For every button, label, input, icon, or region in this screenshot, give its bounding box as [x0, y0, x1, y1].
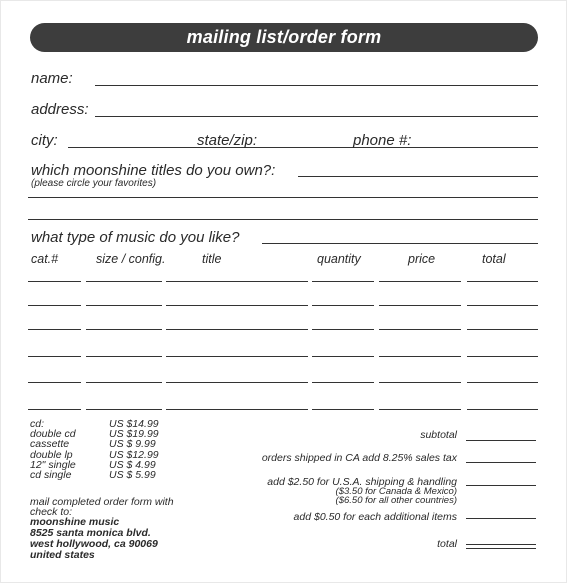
form-header: [30, 23, 538, 52]
order-row-6-total-field[interactable]: [467, 409, 538, 410]
order-row-5-quantity-field[interactable]: [312, 382, 374, 383]
order-row-3-size-field[interactable]: [86, 329, 162, 330]
shipping-label: add $2.50 for U.S.A. shipping & handling: [267, 476, 457, 488]
order-row-5-total-field[interactable]: [467, 382, 538, 383]
order-row-5-price-field[interactable]: [379, 382, 461, 383]
order-row-5-cat-field[interactable]: [28, 382, 81, 383]
order-row-4-size-field[interactable]: [86, 356, 162, 357]
order-row-2-total-field[interactable]: [467, 305, 538, 306]
titles-line-3[interactable]: [28, 219, 538, 220]
price-value: US $ 4.99: [109, 458, 156, 471]
order-row-1-total-field[interactable]: [467, 281, 538, 282]
total-field[interactable]: [466, 544, 536, 549]
order-row-6-quantity-field[interactable]: [312, 409, 374, 410]
order-row-6-price-field[interactable]: [379, 409, 461, 410]
order-row-1-size-field[interactable]: [86, 281, 162, 282]
total-label: total: [437, 538, 457, 550]
order-row-3-cat-field[interactable]: [28, 329, 81, 330]
music-type-label: what type of music do you like?: [31, 229, 240, 246]
order-row-3-total-field[interactable]: [467, 329, 538, 330]
additional-label: add $0.50 for each additional items: [293, 511, 457, 523]
order-row-1-title-field[interactable]: [166, 281, 308, 282]
mail-instruction: mail completed order form with: [30, 496, 174, 508]
order-row-5-size-field[interactable]: [86, 382, 162, 383]
mail-instruction-2: check to:: [30, 506, 73, 518]
header-cat: cat.#: [31, 252, 59, 266]
price-value: US $ 5.99: [109, 469, 156, 481]
city-state-phone-line[interactable]: [68, 147, 538, 148]
name-field[interactable]: [95, 85, 538, 86]
order-row-5-title-field[interactable]: [166, 382, 308, 383]
music-type-field[interactable]: [262, 243, 538, 244]
order-row-2-cat-field[interactable]: [28, 305, 81, 306]
address-field[interactable]: [95, 116, 538, 117]
order-row-6-title-field[interactable]: [166, 409, 308, 410]
mail-company: moonshine music: [30, 516, 120, 528]
price-format: cd:: [30, 418, 45, 430]
tax-label: orders shipped in CA add 8.25% sales tax: [261, 452, 457, 464]
order-row-2-price-field[interactable]: [379, 305, 461, 306]
order-row-4-title-field[interactable]: [166, 356, 308, 357]
order-row-3-quantity-field[interactable]: [312, 329, 374, 330]
mail-city: west hollywood, ca 90069: [30, 538, 158, 550]
subtotal-label: subtotal: [420, 429, 457, 441]
price-value: US $12.99: [109, 448, 159, 461]
price-value: US $19.99: [109, 428, 159, 441]
price-value: US $14.99: [109, 418, 159, 430]
shipping-other: ($6.50 for all other countries): [335, 495, 457, 506]
state-zip-label: state/zip:: [197, 132, 258, 149]
order-row-4-total-field[interactable]: [467, 356, 538, 357]
price-format: cassette: [30, 438, 70, 451]
shipping-field[interactable]: [466, 485, 536, 486]
mail-street: 8525 santa monica blvd.: [30, 527, 151, 539]
tax-field[interactable]: [466, 462, 536, 463]
order-row-2-title-field[interactable]: [166, 305, 308, 306]
order-row-2-size-field[interactable]: [86, 305, 162, 306]
price-format: double lp: [30, 448, 73, 461]
price-format: 12" single: [30, 458, 76, 471]
titles-hint: (please circle your favorites): [31, 178, 157, 189]
order-row-1-price-field[interactable]: [379, 281, 461, 282]
phone-label: phone #:: [353, 132, 412, 149]
order-row-6-size-field[interactable]: [86, 409, 162, 410]
address-label: address:: [31, 101, 89, 118]
subtotal-field[interactable]: [466, 440, 536, 441]
price-format: cd single: [30, 469, 72, 481]
header-title: title: [202, 252, 222, 266]
titles-owned-label: which moonshine titles do you own?:: [31, 162, 276, 179]
order-row-4-cat-field[interactable]: [28, 356, 81, 357]
order-row-1-quantity-field[interactable]: [312, 281, 374, 282]
order-row-3-price-field[interactable]: [379, 329, 461, 330]
order-row-4-quantity-field[interactable]: [312, 356, 374, 357]
header-quantity: quantity: [317, 252, 361, 266]
titles-owned-field[interactable]: [298, 176, 538, 177]
order-row-6-cat-field[interactable]: [28, 409, 81, 410]
city-label: city:: [31, 132, 58, 149]
header-price: price: [408, 252, 436, 266]
shipping-canada: ($3.50 for Canada & Mexico): [335, 486, 457, 497]
price-value: US $ 9.99: [109, 438, 156, 451]
additional-field[interactable]: [466, 518, 536, 519]
mail-country: united states: [30, 549, 95, 561]
name-label: name:: [31, 70, 73, 87]
order-row-1-cat-field[interactable]: [28, 281, 81, 282]
order-row-4-price-field[interactable]: [379, 356, 461, 357]
form-title: mailing list/order form: [186, 27, 382, 47]
header-total: total: [482, 252, 506, 266]
header-size: size / config.: [96, 252, 166, 266]
order-row-3-title-field[interactable]: [166, 329, 308, 330]
titles-line-2[interactable]: [28, 197, 538, 198]
order-row-2-quantity-field[interactable]: [312, 305, 374, 306]
price-format: double cd: [30, 428, 76, 441]
